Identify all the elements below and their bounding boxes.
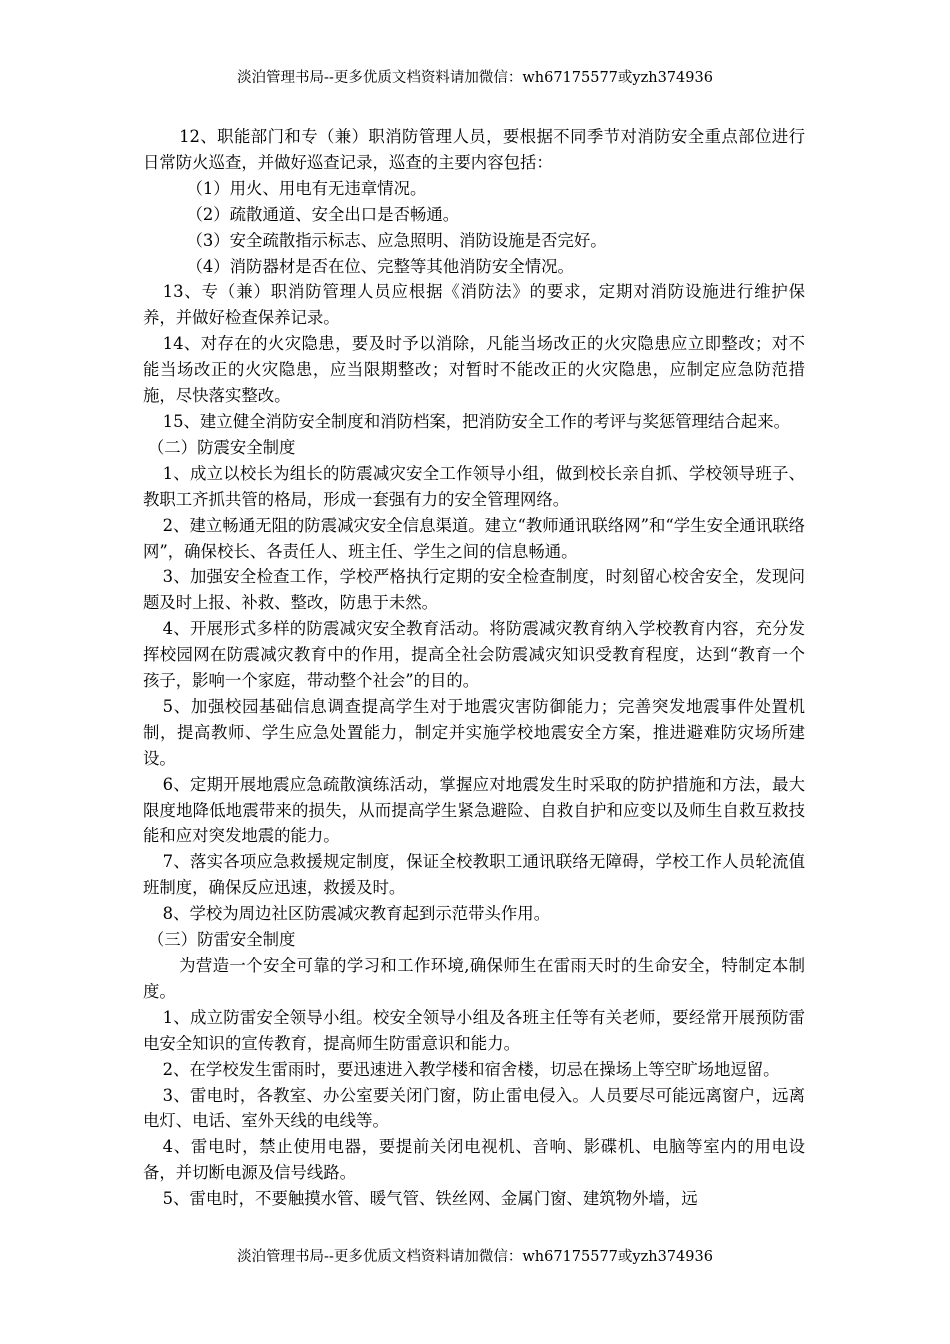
earthquake-clause: 2、建立畅通无阻的防震减灾安全信息渠道。建立“教师通讯联络网”和“学生安全通讯联络网”，确保校长、各责任人、班主任、学生之间的信息畅通。 [143,515,805,561]
earthquake-clause: 8、学校为周边社区防震减灾教育起到示范带头作用。 [162,904,551,924]
earthquake-clause: 3、加强安全检查工作，学校严格执行定期的安全检查制度，时刻留心校舍安全，发现问题及时上报、补救、整改，防患于未然。 [143,567,805,613]
page-header: 淡泊管理书局--更多优质文档资料请加微信：wh67175577或yzh374936 [237,70,713,86]
clause-14: 14、对存在的火灾隐患，要及时予以消除，凡能当场改正的火灾隐患应立即整改；对不能当场改正的火灾隐患，应当限期整改；对暂时不能改正的火灾隐患，应制定应急防范措施，尽快落实整改。 [143,334,805,406]
earthquake-clause: 1、成立以校长为组长的防震减灾安全工作领导小组，做到校长亲自抓、学校领导班子、教职工齐抓共管的格局，形成一套强有力的安全管理网络。 [143,463,805,509]
clause-12-item-3: （3）安全疏散指示标志、应急照明、消防设施是否完好。 [186,230,607,250]
clause-15: 15、建立健全消防安全制度和消防档案，把消防安全工作的考评与奖惩管理结合起来。 [162,411,790,431]
clause-12: 12、职能部门和专（兼）职消防管理人员，要根据不同季节对消防安全重点部位进行日常防火巡查，并做好巡查记录，巡查的主要内容包括： [143,127,805,172]
earthquake-clause: 6、定期开展地震应急疏散演练活动，掌握应对地震发生时采取的防护措施和方法，最大限度地降低地震带来的损失，从而提高学生紧急避险、自救自护和应变以及师生自救互救技能和应对突发地震的能力。 [143,774,805,846]
lightning-clause: 5、雷电时，不要触摸水管、暖气管、铁丝网、金属门窗、建筑物外墙，远 [162,1189,698,1209]
clause-13: 13、专（兼）职消防管理人员应根据《消防法》的要求，定期对消防设施进行维护保养，并做好检查保养记录。 [143,282,805,328]
lightning-clause: 2、在学校发生雷雨时，要迅速进入教学楼和宿舍楼，切忌在操场上等空旷场地逗留。 [162,1059,780,1079]
clause-12-item-2: （2）疏散通道、安全出口是否畅通。 [186,204,460,224]
lightning-clause: 4、雷电时，禁止使用电器，要提前关闭电视机、音响、影碟机、电脑等室内的用电设备，并切断电源及信号线路。 [143,1137,805,1183]
section-heading-earthquake: （二）防震安全制度 [147,437,296,457]
clause-12-item-4: （4）消防器材是否在位、完整等其他消防安全情况。 [186,256,574,276]
document-body [143,124,805,1212]
page-footer: 淡泊管理书局--更多优质文档资料请加微信：wh67175577或yzh374936 [237,1249,713,1265]
clause-12-item-1: （1）用火、用电有无违章情况。 [186,178,427,198]
lightning-clause: 3、雷电时，各教室、办公室要关闭门窗，防止雷电侵入。人员要尽可能远离窗户，远离电灯、电话、室外天线的电线等。 [143,1085,805,1131]
section-heading-lightning: （三）防雷安全制度 [147,930,296,950]
earthquake-clause: 7、落实各项应急救援规定制度，保证全校教职工通讯联络无障碍，学校工作人员轮流值班制度，确保反应迅速，救援及时。 [143,852,805,898]
lightning-intro: 为营造一个安全可靠的学习和工作环境,确保师生在雷雨天时的生命安全，特制定本制度。 [143,956,805,1001]
earthquake-clause: 5、加强校园基础信息调查提高学生对于地震灾害防御能力；完善突发地震事件处置机制，提高教师、学生应急处置能力，制定并实施学校地震安全方案，推进避难防灾场所建设。 [143,696,805,768]
earthquake-clause: 4、开展形式多样的防震减灾安全教育活动。将防震减灾教育纳入学校教育内容，充分发挥校园网在防震减灾教育中的作用，提高全社会防震减灾知识受教育程度，达到“教育一个孩子，影响一个家庭，带动整个社会”的目的。 [143,619,805,691]
lightning-clause: 1、成立防雷安全领导小组。校安全领导小组及各班主任等有关老师，要经常开展预防雷电安全知识的宣传教育，提高师生防雷意识和能力。 [143,1007,805,1053]
